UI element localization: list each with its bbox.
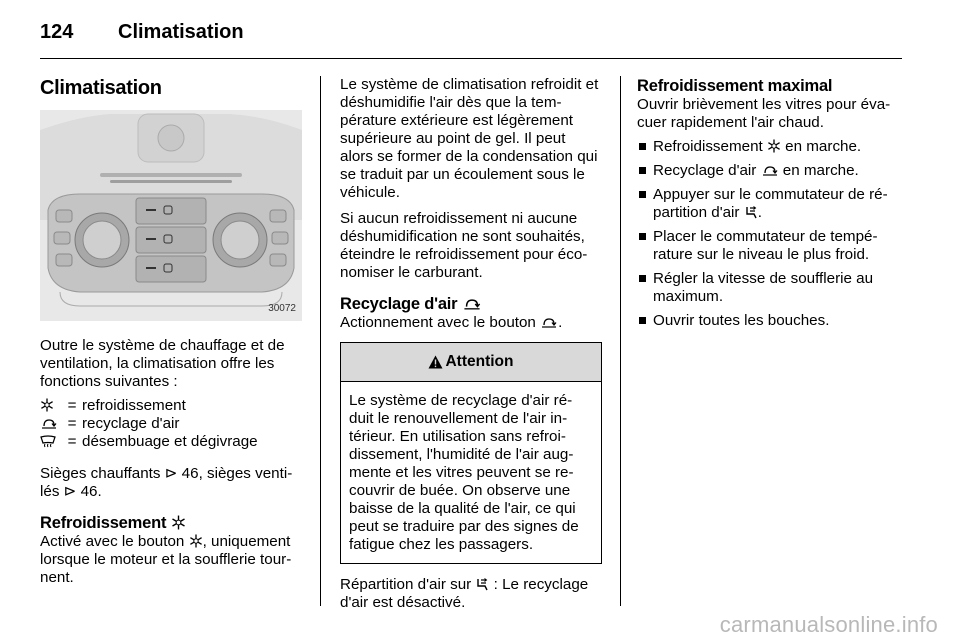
list-item: Ouvrir toutes les bouches. (637, 312, 905, 330)
watermark: carmanualsonline.info (719, 612, 938, 637)
section-heading-recirculation: Recyclage d'air (340, 294, 602, 314)
list-item: Recyclage d'air en marche. (637, 162, 905, 180)
climate-control-panel-figure (40, 110, 302, 321)
section-heading-climatisation: Climatisation (40, 77, 162, 99)
snowflake-icon (767, 139, 781, 153)
list-item: Appuyer sur le commutateur de ré-partition d'air . (637, 186, 905, 222)
page-ref-arrow-icon: ⊳ (63, 483, 77, 500)
air-distribution-paragraph: Répartition d'air sur : Le recyclage d'air est désactivé. (340, 576, 589, 611)
definition-text: refroidissement (82, 397, 186, 414)
column-middle (340, 76, 602, 612)
definition-text: désembuage et dégivrage (82, 433, 258, 450)
warning-triangle-icon (428, 355, 443, 369)
max-cooling-intro: Ouvrir brièvement les vitres pour éva-cuer rapidement l'air chaud. (637, 96, 891, 131)
list-item: Refroidissement en marche. (637, 138, 905, 156)
attention-body: Le système de recyclage d'air ré-duit le renouvellement de l'air in-térieur. En utilisation sans refroi-dissement, l'humidité de l'air aug-mente et les vitres peuvent se re-couvrir de buée. On observe une baisse de la qualité de l'air, ce qui peut se traduire par des signes de fatigue chez les passagers. (349, 392, 579, 553)
page-ref-arrow-icon: ⊳ (164, 465, 178, 482)
cooling-paragraph: Activé avec le bouton , uniquement lorsque le moteur et la soufflerie tour-nent. (40, 533, 292, 586)
air-recirculation-icon (462, 298, 482, 311)
column-right (637, 76, 905, 336)
function-definitions (40, 397, 308, 451)
section-heading-max-cooling: Refroidissement maximal (637, 77, 833, 95)
seat-airflow-icon (744, 205, 758, 219)
intro-paragraph: Outre le système de chauffage et de ventilation, la climatisation offre les fonctions suivantes : (40, 337, 285, 390)
fuel-saving-paragraph: Si aucun refroidissement ni aucune déshumidification ne sont souhaités, éteindre le refroidissement pour éco-nomiser le carburant. (340, 210, 588, 281)
page-number: 124 (40, 21, 74, 43)
definition-text: recyclage d'air (82, 415, 180, 432)
snowflake-icon (189, 534, 203, 548)
snowflake-icon (171, 515, 186, 530)
control-panel-illustration (40, 110, 302, 321)
snowflake-icon (40, 398, 54, 412)
column-divider-1 (320, 76, 321, 606)
air-recirculation-icon (761, 165, 779, 177)
page-header (40, 18, 902, 59)
attention-header (341, 343, 601, 382)
list-item: Régler la vitesse de soufflerie au maximum. (637, 270, 905, 306)
figure-reference: 30072 (268, 303, 296, 314)
air-recirculation-icon (540, 317, 558, 329)
page-ref-link[interactable]: 46 (80, 483, 98, 500)
seat-airflow-icon (475, 577, 489, 591)
defrost-icon (40, 435, 56, 448)
definition-row: = recyclage d'air (40, 415, 308, 433)
heated-seats-paragraph: Sièges chauffants ⊳ 46, sièges venti-lés ⊳ 46. (40, 465, 293, 500)
attention-box (340, 342, 602, 564)
condensation-paragraph: Le système de climatisation refroidit et déshumidifie l'air dès que la tem-pérature extérieure est légèrement supérieure au point de gel. Il peut alors se former de la condensation qui se traduit par un écoulement sous le véhicule. (340, 76, 599, 201)
header-title: Climatisation (118, 21, 244, 43)
air-recirculation-icon (40, 418, 58, 430)
max-cooling-steps (637, 138, 905, 330)
column-divider-2 (620, 76, 621, 606)
attention-title: Attention (445, 353, 514, 370)
column-left (40, 76, 308, 587)
definition-row: = désembuage et dégivrage (40, 433, 308, 451)
list-item: Placer le commutateur de tempé-rature sur le niveau le plus froid. (637, 228, 905, 264)
definition-row: = refroidissement (40, 397, 308, 415)
page-ref-link[interactable]: 46 (181, 465, 199, 482)
recirculation-paragraph: Actionnement avec le bouton . (340, 314, 563, 331)
section-heading-cooling: Refroidissement (40, 513, 308, 533)
